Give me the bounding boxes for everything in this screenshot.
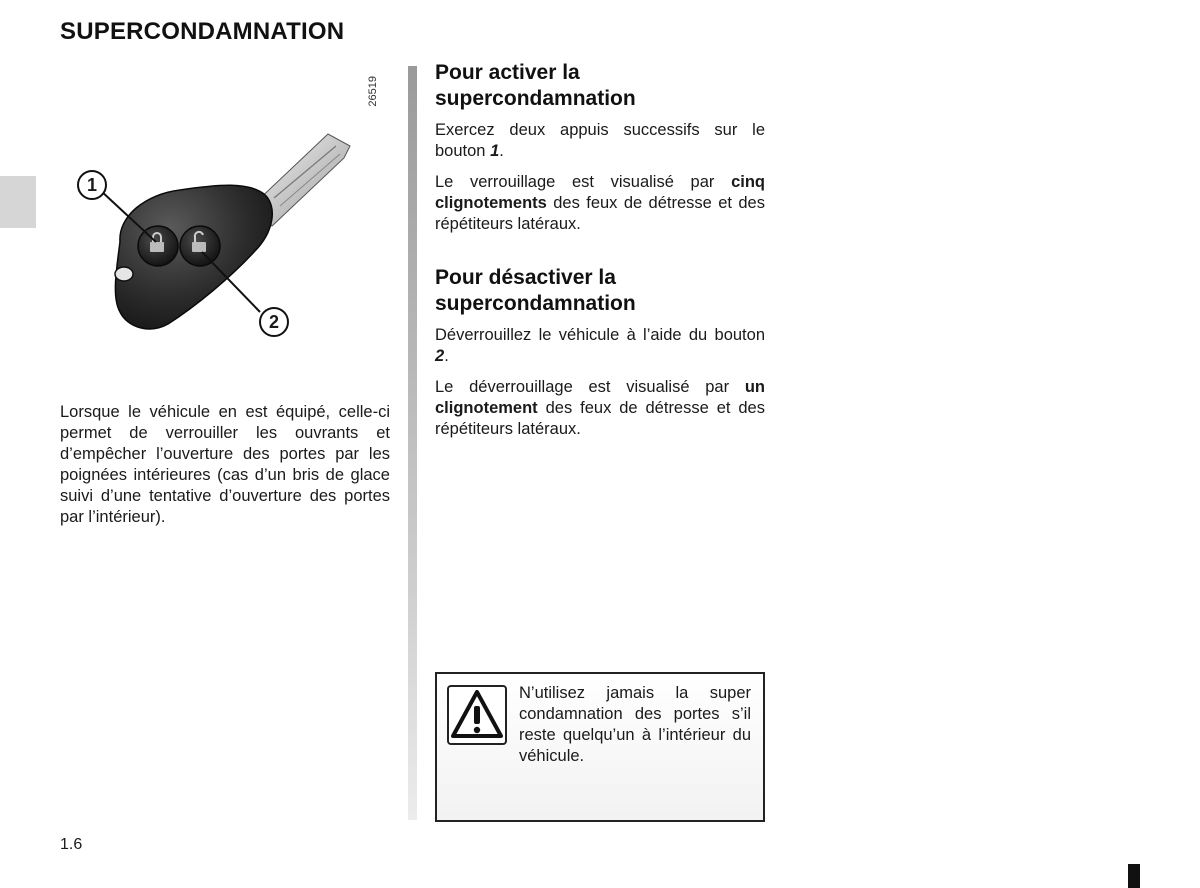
activate-result-paragraph: Le verrouillage est visualisé par cinq clignotements des feux de détresse et des répétiteurs latéraux. — [435, 173, 765, 233]
column-divider — [408, 66, 417, 820]
callout-2: 2 — [259, 307, 289, 337]
warning-triangle-icon — [447, 685, 507, 745]
right-column — [435, 60, 765, 450]
deactivate-result-paragraph: Le déverrouillage est visualisé par un clignotement des feux de détresse et des répétiteurs latéraux. — [435, 378, 765, 438]
key-fob-icon — [60, 66, 400, 386]
edge-mark — [1128, 864, 1140, 888]
warning-text: N’utilisez jamais la super condamnation des portes s’il reste quelqu’un à l’intérieur du véhicule. — [519, 684, 751, 765]
page-title: SUPERCONDAMNATION — [60, 18, 345, 45]
deactivate-heading: Pour désactiver la supercondamnation — [435, 266, 636, 315]
callout-1: 1 — [77, 170, 107, 200]
activate-heading: Pour activer la supercondamnation — [435, 61, 636, 110]
page-number: 1.6 — [60, 836, 83, 853]
intro-paragraph: Lorsque le véhicule en est équipé, celle-ci permet de verrouiller les ouvrants et d’empêcher l’ouverture des portes par les poignées intérieures (cas d’un bris de glace suivi d’une tentative d’ouverture des portes par l’intérieur). — [60, 403, 390, 526]
section-tab — [0, 176, 36, 228]
button-reference-1: 1 — [490, 142, 500, 160]
warning-box — [435, 672, 765, 822]
activate-step-paragraph: Exercez deux appuis successifs sur le bouton 1. — [435, 121, 765, 160]
deactivate-step-paragraph: Déverrouillez le véhicule à l’aide du bouton 2. — [435, 326, 765, 365]
illustration-code: 26519 — [367, 76, 379, 107]
button-reference-2: 2 — [435, 347, 445, 365]
